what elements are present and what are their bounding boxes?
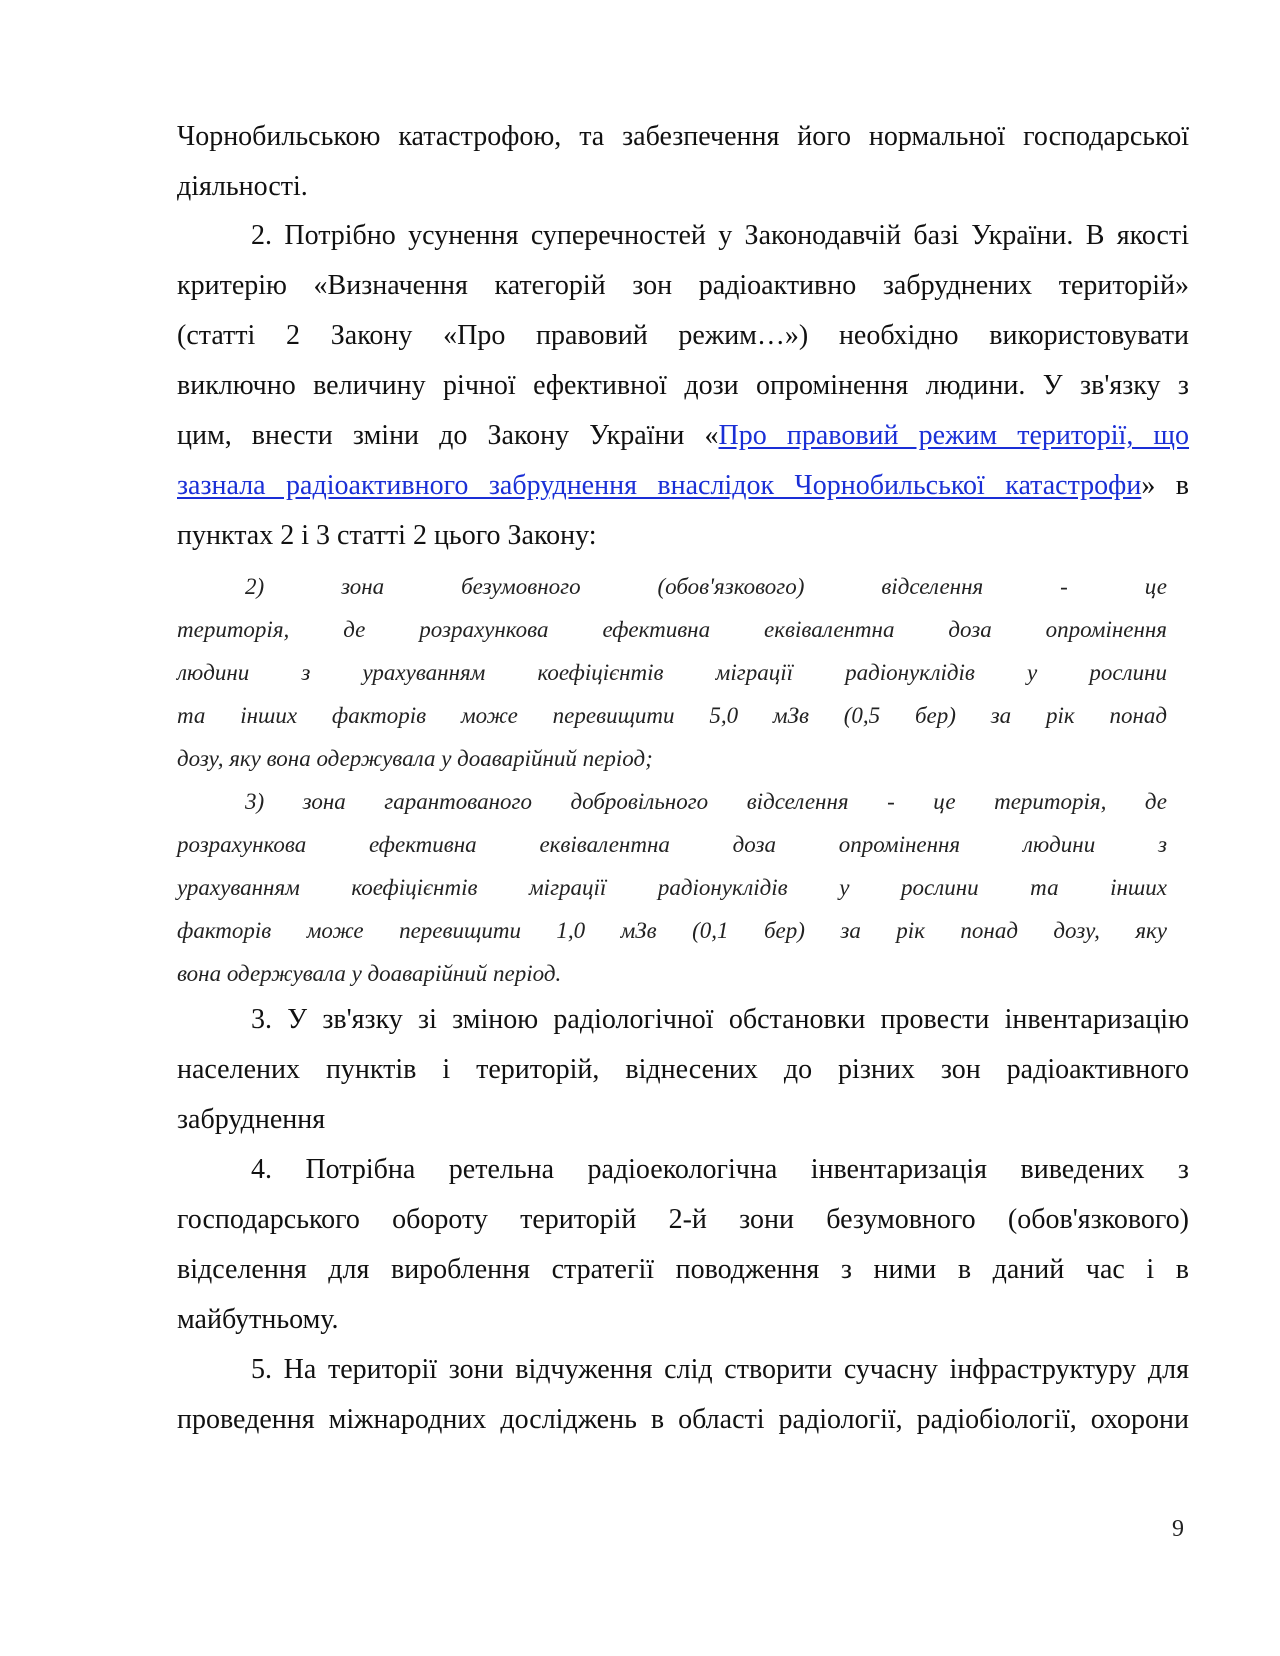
text-span: цим, внести зміни до Закону України « <box>177 420 719 451</box>
paragraph-3-line: забруднення <box>177 1104 326 1135</box>
paragraph-3-line: 3. У зв'язку зі зміною радіологічної обстановки провести інвентаризацію <box>251 1004 1189 1035</box>
paragraph-5-line: 5. На території зони відчуження слід створити сучасну інфраструктуру для <box>251 1354 1189 1385</box>
paragraph-2-line <box>177 419 1189 453</box>
quote-item-2-line: людини з урахуванням коефіцієнтів міграції радіонуклідів у рослини <box>177 660 1167 685</box>
text-span: » в <box>1141 470 1189 501</box>
paragraph-3-line: населених пунктів і територій, віднесених до різних зон радіоактивного <box>177 1054 1189 1085</box>
quote-item-3-line: факторів може перевищити 1,0 мЗв (0,1 бер) за рік понад дозу, яку <box>177 918 1167 943</box>
paragraph-2-line <box>177 469 1189 503</box>
quote-item-2-line: територія, де розрахункова ефективна еквівалентна доза опромінення <box>177 617 1167 642</box>
paragraph-4-line: майбутньому. <box>177 1304 339 1335</box>
quote-item-2-line: 2) зона безумовного (обов'язкового) відселення - це <box>245 574 1167 599</box>
paragraph-2-line: виключно величину річної ефективної дози опромінення людини. У зв'язку з <box>177 370 1189 401</box>
quote-item-2-line: та інших факторів може перевищити 5,0 мЗв (0,5 бер) за рік понад <box>177 703 1167 728</box>
law-link-continued[interactable]: зазнала радіоактивного забруднення внаслідок Чорнобильської катастрофи <box>177 470 1142 501</box>
quote-item-3-line: вона одержувала у доаварійний період. <box>177 961 562 986</box>
paragraph-4-line: господарського обороту територій 2-й зони безумовного (обов'язкового) <box>177 1204 1189 1235</box>
quote-item-3-line: 3) зона гарантованого добровільного відселення - це територія, де <box>245 789 1167 814</box>
paragraph-2-line: 2. Потрібно усунення суперечностей у Законодавчій базі України. В якості <box>251 220 1189 251</box>
paragraph-5-line: проведення міжнародних досліджень в області радіології, радіобіології, охорони <box>177 1404 1189 1435</box>
law-link[interactable]: Про правовий режим території, що <box>718 420 1189 451</box>
text-line: діяльності. <box>177 171 308 202</box>
quote-item-3-line: урахуванням коефіцієнтів міграції радіонуклідів у рослини та інших <box>177 875 1167 900</box>
quote-item-2-line: дозу, яку вона одержувала у доаварійний період; <box>177 746 653 771</box>
quote-item-3-line: розрахункова ефективна еквівалентна доза опромінення людини з <box>177 832 1167 857</box>
paragraph-2-line: (статті 2 Закону «Про правовий режим…») необхідно використовувати <box>177 320 1189 351</box>
page-number: 9 <box>1172 1516 1184 1542</box>
paragraph-4-line: відселення для вироблення стратегії поводження з ними в даний час і в <box>177 1254 1189 1285</box>
paragraph-2-line: пунктах 2 і 3 статті 2 цього Закону: <box>177 520 597 551</box>
text-line: Чорнобильською катастрофою, та забезпечення його нормальної господарської <box>177 121 1189 152</box>
paragraph-2-line: критерію «Визначення категорій зон радіоактивно забруднених територій» <box>177 270 1189 301</box>
paragraph-4-line: 4. Потрібна ретельна радіоекологічна інвентаризація виведених з <box>251 1154 1189 1185</box>
